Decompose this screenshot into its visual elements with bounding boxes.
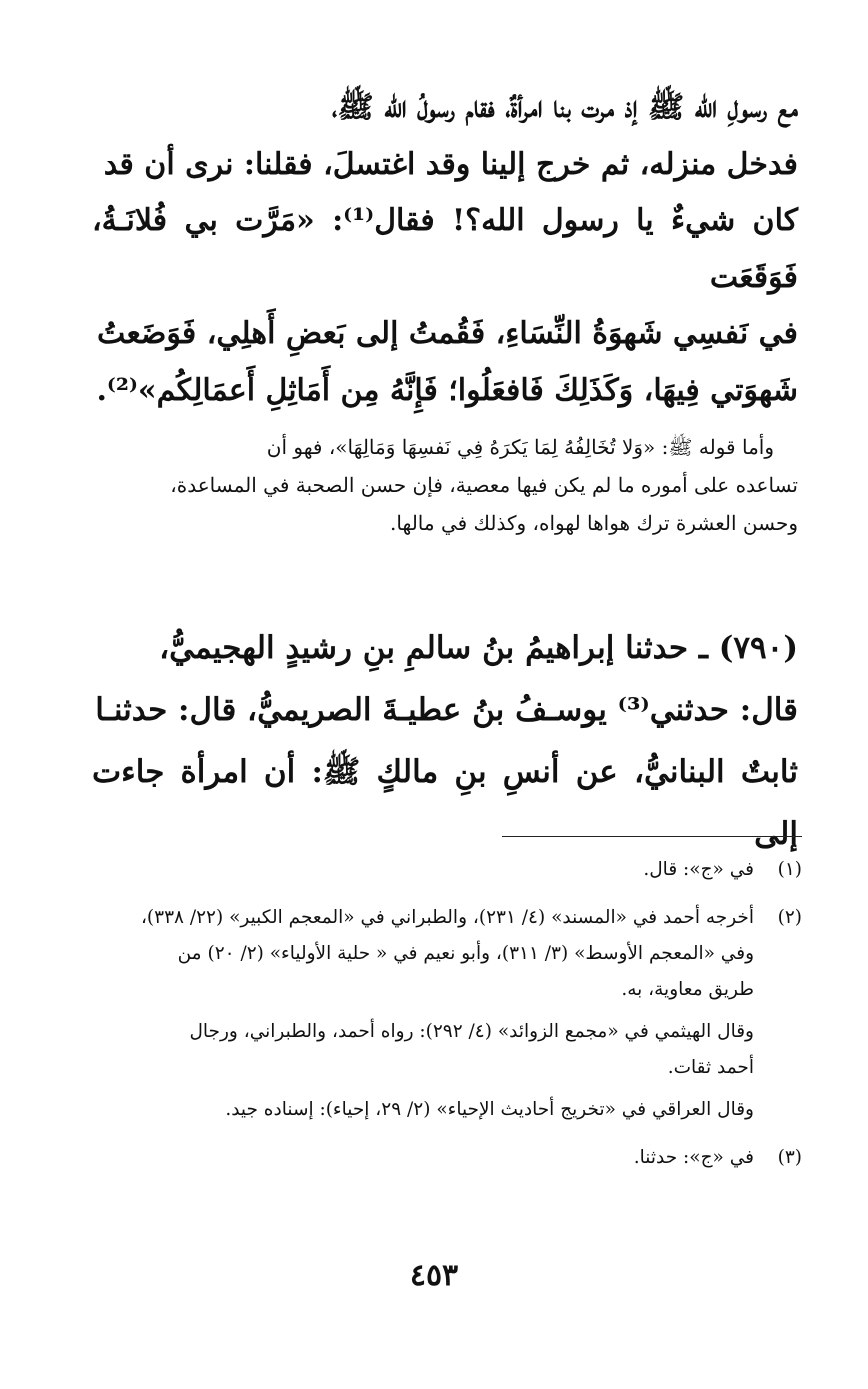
footnote-body (90, 900, 754, 1134)
hadith-790 (92, 617, 798, 865)
text-line: فدخل منزله، ثم خرج إلينا وقد اغتسلَ، فقلنا: نرى أن قد (103, 146, 798, 182)
footnote-3 (90, 1140, 802, 1182)
footnote-line: طريق معاوية، به. (621, 979, 754, 1000)
text-line: تساعده على أموره ما لم يكن فيها معصية، فإن حسن الصحبة في المساعدة، (170, 473, 798, 497)
footnote-number: (٢) (777, 907, 802, 928)
text-line: وأما قوله ﷺ: «وَلا تُخَالِفُهُ لِمَا يَكرَهُ فِي نَفسِهَا وَمَالِهَا»، فهو أن (266, 435, 774, 459)
text-line: في نَفسِي شَهوَةُ النِّسَاءِ، فَقُمتُ إلى بَعضِ أَهلِي، فَوَضَعتُ (97, 316, 798, 351)
footnote-number: (٣) (777, 1147, 802, 1168)
footnote-body (90, 1140, 754, 1182)
footnote-line: في «ج»: حدثنا. (633, 1147, 754, 1168)
text-line: مع رسولِ الله ﷺ إذ مرت بنا امرأةٌ، فقام رسولُ الله ﷺ، (331, 90, 798, 125)
footnote-line: أحمد ثقات. (667, 1057, 754, 1078)
footnote-2 (90, 900, 802, 1134)
hadith-continuation (92, 80, 798, 419)
footnote-separator (502, 836, 802, 837)
footnote-paragraph (90, 852, 754, 888)
footnote-1 (90, 852, 802, 894)
text-line: شَهوَتي فِيهَا، وَكَذَلِكَ فَافعَلُوا؛ فَإِنَّهُ مِن أَمَاثِلِ أَعمَالِكُم»⁽²⁾. (96, 372, 798, 408)
footnote-line: وقال الهيثمي في «مجمع الزوائد» (٤/ ٢٩٢): رواه أحمد، والطبراني، ورجال (189, 1021, 754, 1042)
text-line: كان شيءٌ يا رسول الله؟! فقال⁽¹⁾: «مَرَّت بي فُلانَـةُ، فَوَقَعَت (92, 203, 798, 295)
text-line: ثابتٌ البنانيُّ، عن أنسِ بنِ مالكٍ ﷺ: أن امرأة جاءت إلى (92, 754, 798, 852)
footnote-paragraph (90, 1014, 754, 1086)
footnote-paragraph (90, 1092, 754, 1128)
page-number: ٤٥٣ (409, 1258, 459, 1293)
footnote-number: (١) (777, 859, 802, 880)
text-line: قال: حدثني⁽³⁾ يوسـفُ بنُ عطيـةَ الصريميُّ، قال: حدثنـا (95, 692, 798, 728)
footnote-paragraph (90, 900, 754, 1008)
footnote-line: في «ج»: قال. (643, 859, 754, 880)
footnote-paragraph (90, 1140, 754, 1176)
footnote-line: أخرجه أحمد في «المسند» (٤/ ٢٣١)، والطبراني في «المعجم الكبير» (٢٢/ ٣٣٨)، (140, 907, 754, 928)
text-line: وحسن العشرة ترك هواها لهواه، وكذلك في مالها. (390, 511, 798, 535)
footnotes (90, 852, 802, 1188)
footnote-line: وفي «المعجم الأوسط» (٣/ ٣١١)، وأبو نعيم في « حلية الأولياء» (٢/ ٢٠) من (177, 943, 754, 964)
footnote-body (90, 852, 754, 894)
commentary-paragraph (92, 428, 798, 542)
footnote-line: وقال العراقي في «تخريج أحاديث الإحياء» (٢/ ٢٩، إحياء): إسناده جيد. (225, 1099, 754, 1120)
text-line: (٧٩٠) ـ حدثنا إبراهيمُ بنُ سالمِ بنِ رشيدٍ الهجيميُّ، (159, 630, 798, 666)
